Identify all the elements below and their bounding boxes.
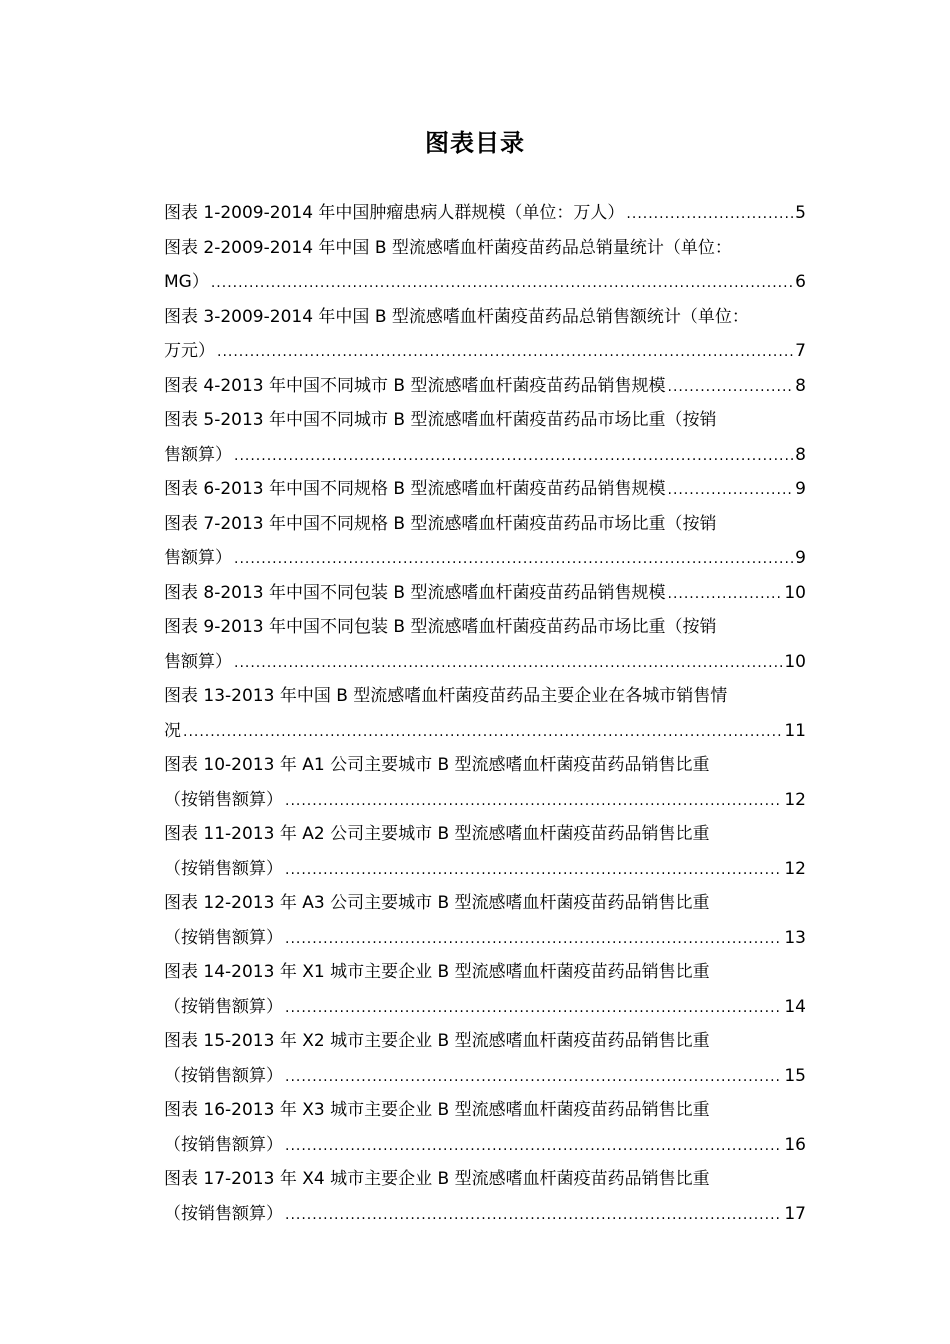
toc-entry[interactable] [164,886,806,955]
toc-page-number: 7 [795,341,806,361]
dot-leader [234,646,782,680]
toc-entry[interactable] [164,1162,806,1231]
toc-entry-leader-line [164,921,806,956]
dot-leader [285,1060,782,1094]
toc-entry-text: 售额算） [164,444,232,465]
toc-entry-leader-line [164,714,806,749]
toc-entry-text: （按销售额算） [164,927,283,948]
toc-page-number: 12 [784,789,806,810]
toc-entry-title-line: 图表 10-2013 年 A1 公司主要城市 B 型流感嗜血杆菌疫苗药品销售比重 [164,755,710,775]
toc-page-number: 16 [784,1134,806,1155]
toc-entry[interactable] [164,955,806,1024]
toc-entry-title-line: 图表 17-2013 年 X4 城市主要企业 B 型流感嗜血杆菌疫苗药品销售比重 [164,1169,710,1189]
toc-entry-title-line: 图表 15-2013 年 X2 城市主要企业 B 型流感嗜血杆菌疫苗药品销售比重 [164,1031,710,1051]
toc-entry-leader-line [164,438,806,473]
toc-entry-title-line: 图表 9-2013 年中国不同包装 B 型流感嗜血杆菌疫苗药品市场比重（按销 [164,617,717,637]
dot-leader [285,1198,782,1232]
toc-entry-text: （按销售额算） [164,789,283,810]
dot-leader [285,922,782,956]
toc-entry-title-line: 图表 12-2013 年 A3 公司主要城市 B 型流感嗜血杆菌疫苗药品销售比重 [164,893,710,913]
toc-entry-text: 万元） [164,341,215,361]
toc-entry-text: 售额算） [164,651,232,672]
toc-entry[interactable] [164,231,806,300]
dot-leader [234,542,793,576]
dot-leader [668,473,794,507]
toc-entry-text: （按销售额算） [164,1065,283,1086]
toc-entry-text: （按销售额算） [164,858,283,879]
toc-page-number: 10 [784,582,806,603]
toc-entry[interactable] [164,507,806,576]
toc-entry-text: 图表 6-2013 年中国不同规格 B 型流感嗜血杆菌疫苗药品销售规模 [164,479,666,499]
toc-page-number: 8 [795,375,806,396]
toc-entry-leader-line [164,196,806,231]
toc-entry-leader-line [164,576,806,611]
toc-entry-title-line: 图表 16-2013 年 X3 城市主要企业 B 型流感嗜血杆菌疫苗药品销售比重 [164,1100,710,1120]
toc-page-number: 9 [795,548,806,568]
toc-entry-leader-line [164,1059,806,1094]
toc-page-number: 15 [784,1065,806,1086]
toc-entry[interactable] [164,679,806,748]
dot-leader [211,266,793,300]
dot-leader [668,370,794,404]
toc-entry[interactable] [164,1024,806,1093]
toc-entry-title-line: 图表 7-2013 年中国不同规格 B 型流感嗜血杆菌疫苗药品市场比重（按销 [164,513,717,534]
toc-page-number: 13 [784,927,806,948]
toc-entry-text: 图表 1-2009-2014 年中国肿瘤患病人群规模（单位：万人） [164,203,625,223]
toc-entry[interactable] [164,403,806,472]
toc-entry-text: 售额算） [164,548,232,568]
toc-entry-leader-line [164,334,806,369]
toc-entry[interactable] [164,610,806,679]
toc-entry-text: 况 [164,720,181,741]
toc-page-number: 17 [784,1203,806,1224]
toc-entry-title-line: 图表 2-2009-2014 年中国 B 型流感嗜血杆菌疫苗药品总销量统计（单位： [164,237,732,258]
toc-entry[interactable] [164,817,806,886]
toc-page-number: 8 [795,444,806,465]
dot-leader [285,784,782,818]
toc-entry[interactable] [164,196,806,231]
toc-entry-title-line: 图表 5-2013 年中国不同城市 B 型流感嗜血杆菌疫苗药品市场比重（按销 [164,410,717,430]
toc-entry[interactable] [164,369,806,404]
toc-page-number: 9 [795,479,806,499]
dot-leader [217,335,793,369]
toc-entry[interactable] [164,300,806,369]
toc-entry-leader-line [164,990,806,1025]
toc-entry-text: MG） [164,272,209,292]
dot-leader [626,197,793,231]
toc-entry[interactable] [164,576,806,611]
toc-entry-leader-line [164,1197,806,1232]
toc-entry-text: （按销售额算） [164,1203,283,1224]
toc-entry[interactable] [164,1093,806,1162]
toc-entry-title-line: 图表 3-2009-2014 年中国 B 型流感嗜血杆菌疫苗药品总销售额统计（单位： [164,306,749,327]
toc-page-number: 10 [784,651,806,672]
dot-leader [285,991,782,1025]
toc-entry-leader-line [164,541,806,576]
dot-leader [285,1129,782,1163]
dot-leader [183,715,782,749]
toc-page-number: 14 [784,996,806,1017]
toc-entry-leader-line [164,645,806,680]
toc-entry-title-line: 图表 13-2013 年中国 B 型流感嗜血杆菌疫苗药品主要企业在各城市销售情 [164,686,728,706]
toc-entry-leader-line [164,369,806,404]
dot-leader [668,577,783,611]
toc-entry-leader-line [164,1128,806,1163]
toc-page-number: 6 [795,272,806,292]
toc-page-number: 12 [784,858,806,879]
toc-entry-text: 图表 8-2013 年中国不同包装 B 型流感嗜血杆菌疫苗药品销售规模 [164,582,666,603]
table-of-figures [164,196,806,1231]
toc-entry[interactable] [164,748,806,817]
dot-leader [285,853,782,887]
toc-entry-leader-line [164,472,806,507]
toc-entry-title-line: 图表 11-2013 年 A2 公司主要城市 B 型流感嗜血杆菌疫苗药品销售比重 [164,824,710,844]
toc-entry-leader-line [164,783,806,818]
dot-leader [234,439,793,473]
toc-page-number: 5 [795,203,806,223]
page-title: 图表目录 [425,129,525,157]
toc-entry-text: （按销售额算） [164,996,283,1017]
toc-entry-title-line: 图表 14-2013 年 X1 城市主要企业 B 型流感嗜血杆菌疫苗药品销售比重 [164,962,710,982]
toc-entry-leader-line [164,265,806,300]
toc-entry-leader-line [164,852,806,887]
toc-page-number: 11 [784,720,806,741]
toc-entry[interactable] [164,472,806,507]
toc-entry-text: （按销售额算） [164,1134,283,1155]
toc-entry-text: 图表 4-2013 年中国不同城市 B 型流感嗜血杆菌疫苗药品销售规模 [164,375,666,396]
